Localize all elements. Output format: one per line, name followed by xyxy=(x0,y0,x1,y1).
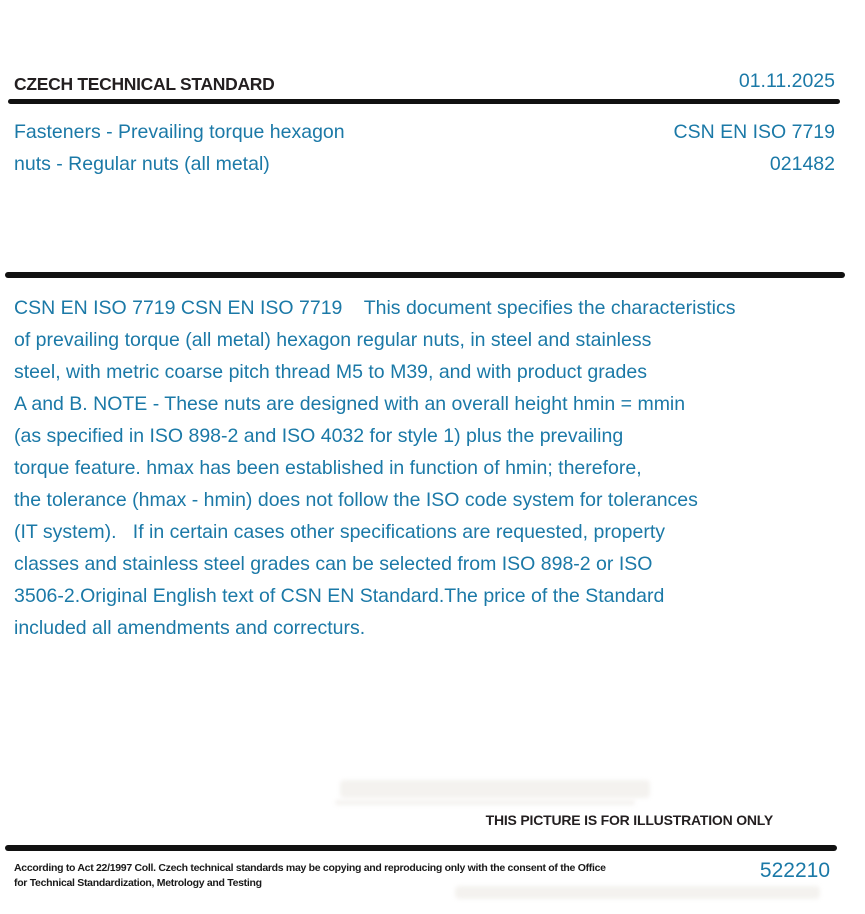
footer-divider xyxy=(5,845,837,851)
abstract-line: included all amendments and correcturs. xyxy=(14,617,366,639)
title-divider xyxy=(5,272,845,278)
legal-notice-line-1: According to Act 22/1997 Coll. Czech technical standards may be copying and reproducing only with the consent of the Office xyxy=(14,862,606,874)
standard-title-line-2: nuts - Regular nuts (all metal) xyxy=(14,153,270,175)
standard-designation: CSN EN ISO 7719 xyxy=(673,121,835,143)
abstract-line: of prevailing torque (all metal) hexagon regular nuts, in steel and stainless xyxy=(14,329,652,351)
legal-notice-line-2: for Technical Standardization, Metrology and Testing xyxy=(14,877,262,889)
abstract-line: (IT system). If in certain cases other specifications are requested, property xyxy=(14,521,666,543)
faint-watermark xyxy=(335,800,635,805)
illustration-only-note: THIS PICTURE IS FOR ILLUSTRATION ONLY xyxy=(485,812,773,828)
order-number: 522210 xyxy=(759,859,830,882)
faint-watermark xyxy=(340,780,650,798)
standard-title-line-1: Fasteners - Prevailing torque hexagon xyxy=(14,121,345,143)
abstract-line: 3506-2.Original English text of CSN EN Standard.The price of the Standard xyxy=(14,585,665,607)
abstract-paragraph xyxy=(14,292,735,644)
standard-identifiers xyxy=(674,116,835,180)
faint-watermark xyxy=(455,886,820,899)
abstract-line: torque feature. hmax has been established in function of hmin; therefore, xyxy=(14,457,642,479)
issue-date: 01.11.2025 xyxy=(738,70,835,92)
standard-class-code: 021482 xyxy=(769,153,835,175)
abstract-line: A and B. NOTE - These nuts are designed with an overall height hmin = mmin xyxy=(14,393,686,415)
abstract-line: steel, with metric coarse pitch thread M5 to M39, and with product grades xyxy=(14,361,647,383)
abstract-line: the tolerance (hmax - hmin) does not follow the ISO code system for tolerances xyxy=(14,489,698,511)
abstract-line: CSN EN ISO 7719 CSN EN ISO 7719 This document specifies the characteristics xyxy=(14,297,736,319)
abstract-line: (as specified in ISO 898-2 and ISO 4032 for style 1) plus the prevailing xyxy=(14,425,624,447)
header-divider xyxy=(8,99,840,104)
abstract-line: classes and stainless steel grades can be selected from ISO 898-2 or ISO xyxy=(14,553,653,575)
standard-type-label: CZECH TECHNICAL STANDARD xyxy=(14,74,275,94)
standard-title xyxy=(14,116,345,180)
